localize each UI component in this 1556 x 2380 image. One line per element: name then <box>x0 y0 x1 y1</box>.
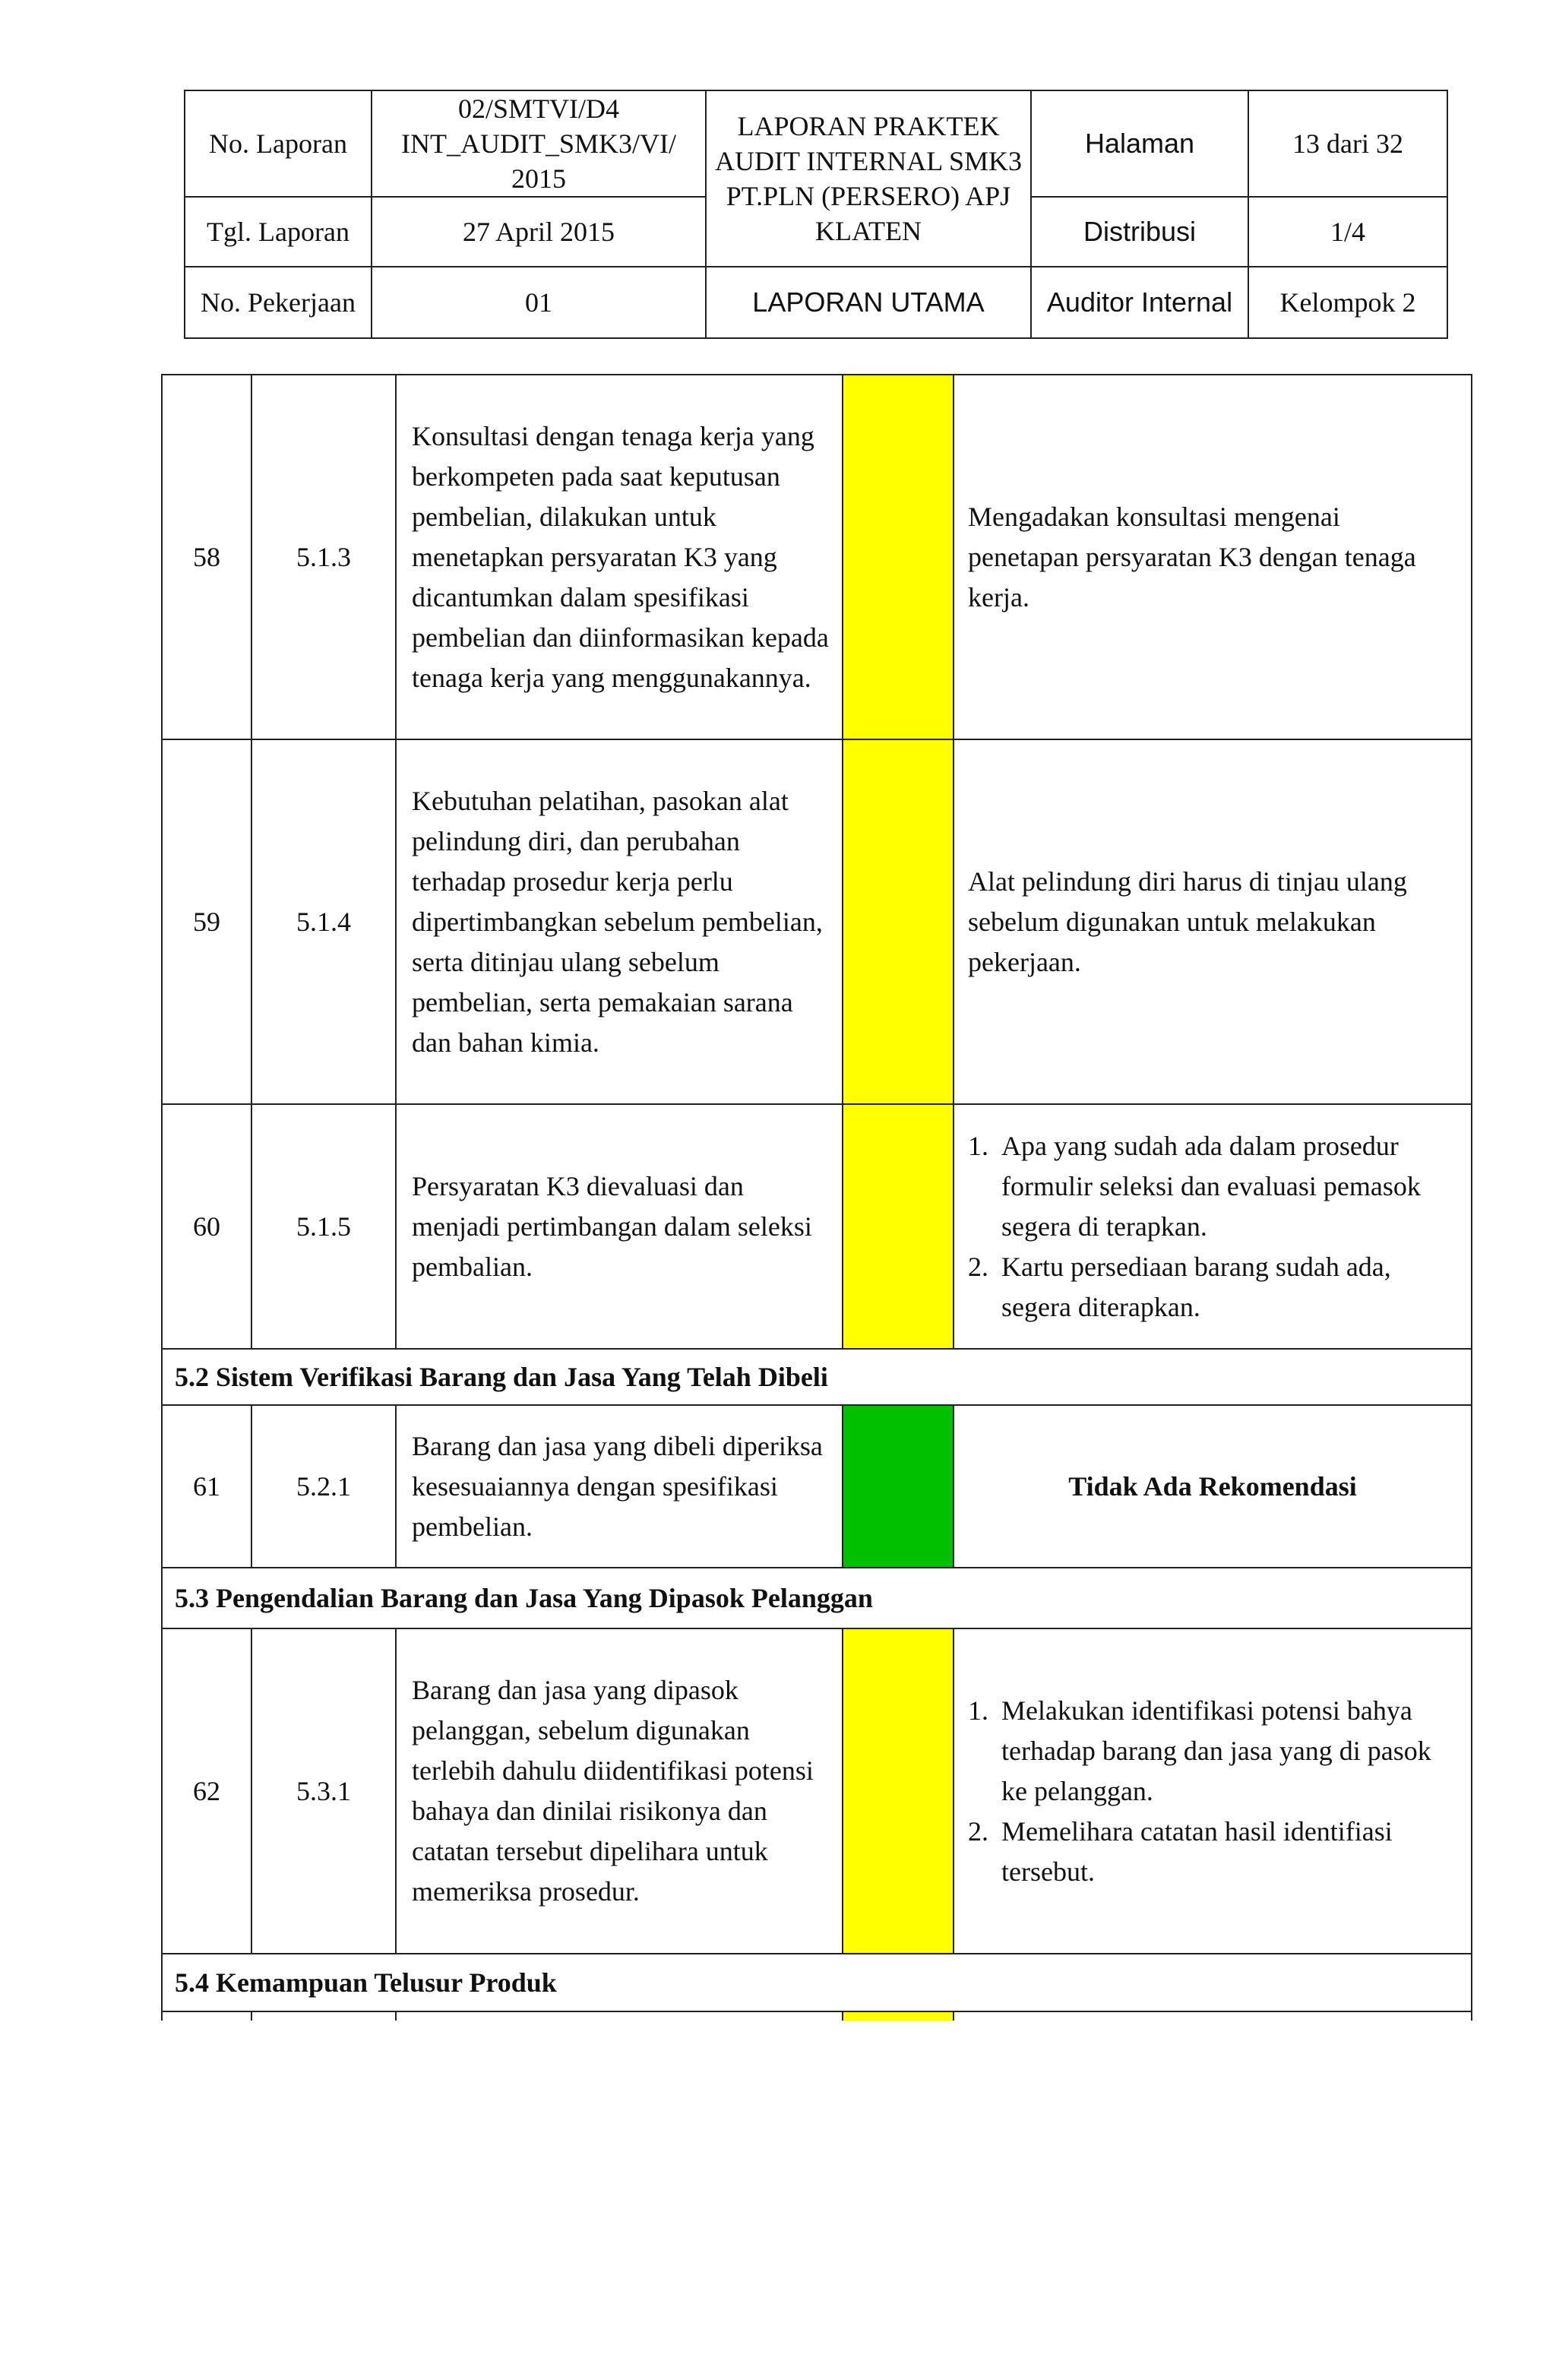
status-indicator <box>843 1628 954 1954</box>
list-text: Memelihara catatan hasil identifiasi tersebut. <box>1001 1815 1393 1887</box>
recommendation-text: Mengadakan konsultasi mengenai penetapan persyaratan K3 dengan tenaga kerja. <box>954 375 1472 739</box>
halaman-value: 13 dari 32 <box>1248 90 1447 197</box>
audit-findings-table <box>161 374 1472 2021</box>
section-heading: 5.4 Kemampuan Telusur Produk <box>162 1954 1472 2011</box>
no-laporan-value: 02/SMTVI/D4 INT_AUDIT_SMK3/VI/ 2015 <box>372 90 706 197</box>
section-row <box>162 1568 1472 1628</box>
recommendation-text <box>954 2011 1472 2021</box>
auditor-label: Auditor Internal <box>1031 267 1248 338</box>
clause-code: 5.1.5 <box>251 1104 396 1349</box>
row-number: 58 <box>162 375 251 739</box>
section-row <box>162 1349 1472 1405</box>
status-indicator <box>843 1405 954 1568</box>
table-row <box>162 375 1472 739</box>
requirement-text: Konsultasi dengan tenaga kerja yang berkompeten pada saat keputusan pembelian, dilakukan untuk menetapkan persyaratan K3 yang dicantumkan dalam spesifikasi pembelian dan diinformasikan kepada tenaga kerja yang menggunakannya. <box>396 375 843 739</box>
list-number: 1. <box>968 1130 988 1161</box>
row-number <box>162 2011 251 2021</box>
section-row <box>162 1954 1472 2011</box>
row-number: 61 <box>162 1405 251 1568</box>
table-row <box>162 1104 1472 1349</box>
clause-code: 5.1.4 <box>251 739 396 1104</box>
requirement-text: Barang dan jasa yang dipasok pelanggan, sebelum digunakan terlebih dahulu diidentifikasi potensi bahaya dan dinilai risikonya dan catatan tersebut dipelihara untuk memeriksa prosedur. <box>396 1628 843 1954</box>
laporan-utama: LAPORAN UTAMA <box>706 267 1031 338</box>
clause-code: 5.1.3 <box>251 375 396 739</box>
list-text: Melakukan identifikasi potensi bahya terhadap barang dan jasa yang di pasok ke pelanggan. <box>1001 1695 1431 1806</box>
no-pekerjaan-label: No. Pekerjaan <box>185 267 372 338</box>
row-number: 62 <box>162 1628 251 1954</box>
section-heading: 5.3 Pengendalian Barang dan Jasa Yang Dipasok Pelanggan <box>162 1568 1472 1628</box>
halaman-label: Halaman <box>1031 90 1248 197</box>
recommendation-list-cell <box>954 1628 1472 1954</box>
no-pekerjaan-value: 01 <box>372 267 706 338</box>
status-indicator <box>843 375 954 739</box>
requirement-text: Persyaratan K3 dievaluasi dan menjadi pertimbangan dalam seleksi pembalian. <box>396 1104 843 1349</box>
clause-code <box>251 2011 396 2021</box>
requirement-text <box>396 2011 843 2021</box>
recommendation-list <box>968 1691 1457 1892</box>
table-row <box>162 1405 1472 1568</box>
requirement-text: Barang dan jasa yang dibeli diperiksa kesesuaiannya dengan spesifikasi pembelian. <box>396 1405 843 1568</box>
list-number: 1. <box>968 1695 988 1726</box>
recommendation-list <box>968 1126 1457 1328</box>
list-text: Kartu persediaan barang sudah ada, segera diterapkan. <box>1001 1251 1391 1322</box>
list-text: Apa yang sudah ada dalam prosedur formulir seleksi dan evaluasi pemasok segera di terapkan. <box>1001 1130 1421 1242</box>
recommendation-text: Alat pelindung diri harus di tinjau ulang sebelum digunakan untuk melakukan pekerjaan. <box>954 739 1472 1104</box>
report-title: LAPORAN PRAKTEK AUDIT INTERNAL SMK3 PT.PLN (PERSERO) APJ KLATEN <box>706 90 1031 267</box>
clause-code: 5.2.1 <box>251 1405 396 1568</box>
list-number: 2. <box>968 1815 988 1847</box>
distribusi-label: Distribusi <box>1031 197 1248 267</box>
report-header-table <box>184 90 1448 339</box>
recommendation-list-cell <box>954 1104 1472 1349</box>
list-item <box>968 1247 1457 1328</box>
table-row <box>162 1628 1472 1954</box>
tgl-laporan-value: 27 April 2015 <box>372 197 706 267</box>
clause-code: 5.3.1 <box>251 1628 396 1954</box>
tgl-laporan-label: Tgl. Laporan <box>185 197 372 267</box>
list-item <box>968 1126 1457 1247</box>
recommendation-text: Tidak Ada Rekomendasi <box>954 1405 1472 1568</box>
no-laporan-label: No. Laporan <box>185 90 372 197</box>
row-number: 60 <box>162 1104 251 1349</box>
distribusi-value: 1/4 <box>1248 197 1447 267</box>
auditor-value: Kelompok 2 <box>1248 267 1447 338</box>
status-indicator <box>843 2011 954 2021</box>
status-indicator <box>843 739 954 1104</box>
row-number: 59 <box>162 739 251 1104</box>
table-row <box>162 2011 1472 2021</box>
list-item <box>968 1691 1457 1812</box>
table-row <box>162 739 1472 1104</box>
requirement-text: Kebutuhan pelatihan, pasokan alat pelindung diri, dan perubahan terhadap prosedur kerja perlu dipertimbangkan sebelum pembelian, serta ditinjau ulang sebelum pembelian, serta pemakaian sarana dan bahan kimia. <box>396 739 843 1104</box>
section-heading: 5.2 Sistem Verifikasi Barang dan Jasa Yang Telah Dibeli <box>162 1349 1472 1405</box>
list-number: 2. <box>968 1251 988 1282</box>
status-indicator <box>843 1104 954 1349</box>
list-item <box>968 1812 1457 1892</box>
